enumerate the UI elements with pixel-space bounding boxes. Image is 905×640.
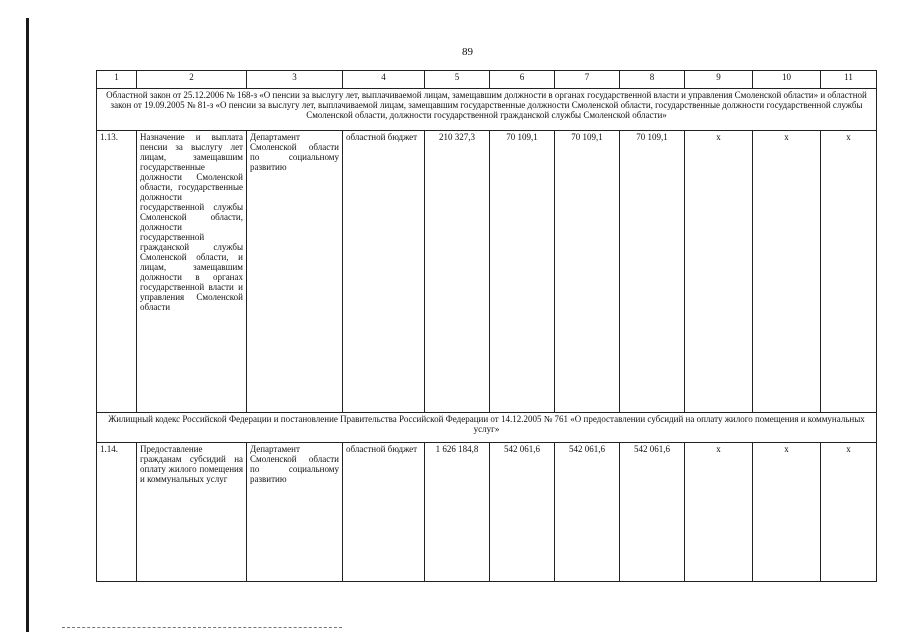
column-header: 2 [137, 71, 247, 89]
table-row [97, 443, 877, 582]
funding-source: областной бюджет [343, 443, 425, 582]
page-number: 89 [462, 46, 473, 58]
table-row [97, 131, 877, 413]
column-header: 9 [685, 71, 753, 89]
column-header: 1 [97, 71, 137, 89]
x-mark-cell: х [685, 443, 753, 582]
measure-name: Предоставление гражданам субсидий на оплату жилого помещения и коммунальных услуг [137, 443, 247, 582]
column-header: 5 [425, 71, 490, 89]
column-header: 7 [555, 71, 620, 89]
footnote-separator [62, 627, 342, 628]
column-header: 6 [490, 71, 555, 89]
amount-cell: 542 061,6 [620, 443, 685, 582]
x-mark-cell: х [821, 131, 877, 413]
x-mark-cell: х [753, 443, 821, 582]
law-reference: Жилищный кодекс Российской Федерации и постановление Правительства Российской Федерации от 14.12.2005 № 761 «О предоставлении субсидий на оплату жилого помещения и коммунальных услуг» [97, 413, 877, 443]
scan-edge-bar [26, 18, 29, 632]
law-section-row [97, 88, 877, 130]
measure-name: Назначение и выплата пенсии за выслугу лет лицам, замещавшим государственные должности Смоленской области, государственные должности государственной службы Смоленской области, должности государственной гражданской службы Смоленской области, и лицам, замещавшим должности в органах государственной власти и управления Смоленской области [137, 131, 247, 413]
column-number-header [97, 71, 877, 89]
law-section-row [97, 413, 877, 443]
row-code: 1.13. [97, 131, 137, 413]
amount-cell: 1 626 184,8 [425, 443, 490, 582]
funding-source: областной бюджет [343, 131, 425, 413]
column-header: 11 [821, 71, 877, 89]
x-mark-cell: х [821, 443, 877, 582]
amount-cell: 70 109,1 [620, 131, 685, 413]
column-header: 8 [620, 71, 685, 89]
x-mark-cell: х [685, 131, 753, 413]
x-mark-cell: х [753, 131, 821, 413]
column-header: 3 [247, 71, 343, 89]
row-code: 1.14. [97, 443, 137, 582]
column-header: 10 [753, 71, 821, 89]
amount-cell: 70 109,1 [555, 131, 620, 413]
amount-cell: 70 109,1 [490, 131, 555, 413]
amount-cell: 542 061,6 [490, 443, 555, 582]
budget-table [96, 70, 877, 582]
column-header: 4 [343, 71, 425, 89]
amount-cell: 210 327,3 [425, 131, 490, 413]
amount-cell: 542 061,6 [555, 443, 620, 582]
executor: Департамент Смоленской области по социальному развитию [247, 131, 343, 413]
law-reference: Областной закон от 25.12.2006 № 168-з «О пенсии за выслугу лет, выплачиваемой лицам, замещавшим должности в органах государственной власти и управления Смоленской области» и областной закон от 19.09.2005 № 81-з «О пенсии за выслугу лет, выплачиваемой лицам, замещавшим государственные должности Смоленской области, государственные должности государственной службы Смоленской области, должности государственной гражданской службы Смоленской области» [97, 88, 877, 130]
executor: Департамент Смоленской области по социальному развитию [247, 443, 343, 582]
